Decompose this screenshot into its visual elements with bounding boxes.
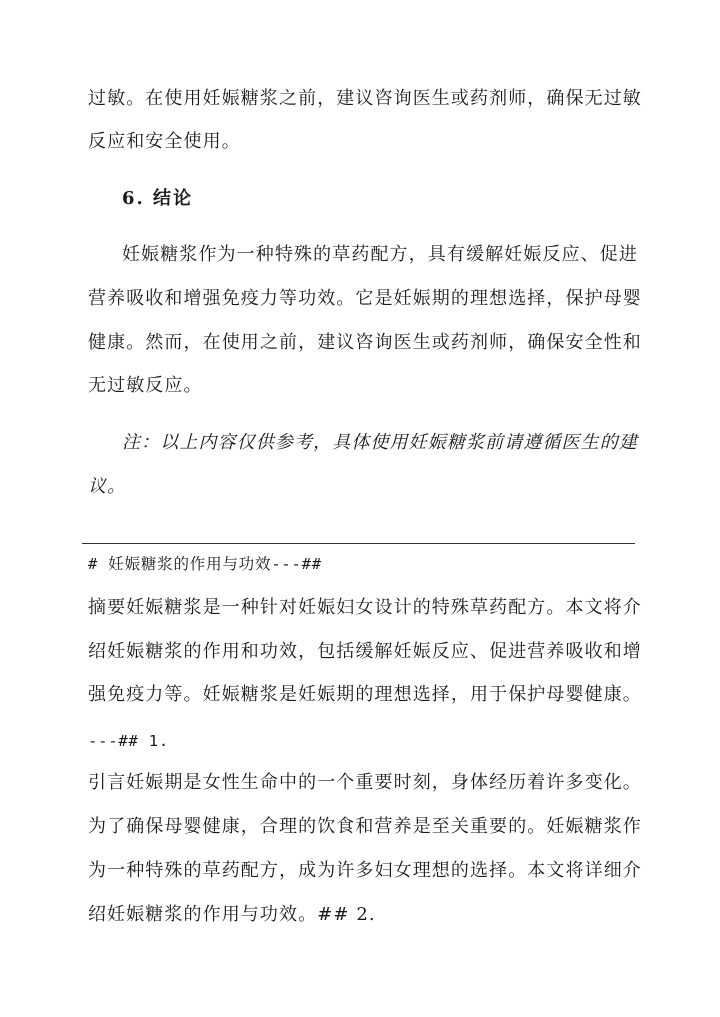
section-heading: 6. 结论 bbox=[122, 188, 194, 209]
note-line: 注：以上内容仅供参考，具体使用妊娠糖浆前请遵循医生的建 bbox=[122, 432, 638, 453]
abstract-line: 绍妊娠糖浆的作用和功效，包括缓解妊娠反应、促进营养吸收和增 bbox=[88, 641, 642, 662]
section-marker-line: ---## 1. bbox=[88, 732, 170, 750]
paragraph-line: 无过敏反应。 bbox=[88, 375, 203, 396]
paragraph-line: 妊娠糖浆作为一种特殊的草药配方，具有缓解妊娠反应、促进 bbox=[122, 244, 638, 265]
paragraph-line: 反应和安全使用。 bbox=[88, 131, 241, 152]
doc-title-line: # 妊娠糖浆的作用与功效---## bbox=[88, 555, 322, 573]
paragraph-line: 健康。然而，在使用之前，建议咨询医生或药剂师，确保安全性和 bbox=[88, 332, 642, 353]
intro-line: 为一种特殊的草药配方，成为许多妇女理想的选择。本文将详细介 bbox=[88, 860, 642, 881]
horizontal-divider bbox=[82, 543, 635, 544]
paragraph-line: 过敏。在使用妊娠糖浆之前，建议咨询医生或药剂师，确保无过敏 bbox=[88, 88, 642, 109]
intro-line: 引言妊娠期是女性生命中的一个重要时刻，身体经历着许多变化。 bbox=[88, 772, 642, 793]
note-line: 议。 bbox=[88, 476, 127, 497]
paragraph-line: 营养吸收和增强免疫力等功效。它是妊娠期的理想选择，保护母婴 bbox=[88, 288, 642, 309]
intro-line: 为了确保母婴健康，合理的饮食和营养是至关重要的。妊娠糖浆作 bbox=[88, 816, 642, 837]
abstract-line: 强免疫力等。妊娠糖浆是妊娠期的理想选择，用于保护母婴健康。 bbox=[88, 684, 642, 705]
intro-line: 绍妊娠糖浆的作用与功效。## 2. bbox=[88, 904, 376, 925]
abstract-line: 摘要妊娠糖浆是一种针对妊娠妇女设计的特殊草药配方。本文将介 bbox=[88, 597, 642, 618]
